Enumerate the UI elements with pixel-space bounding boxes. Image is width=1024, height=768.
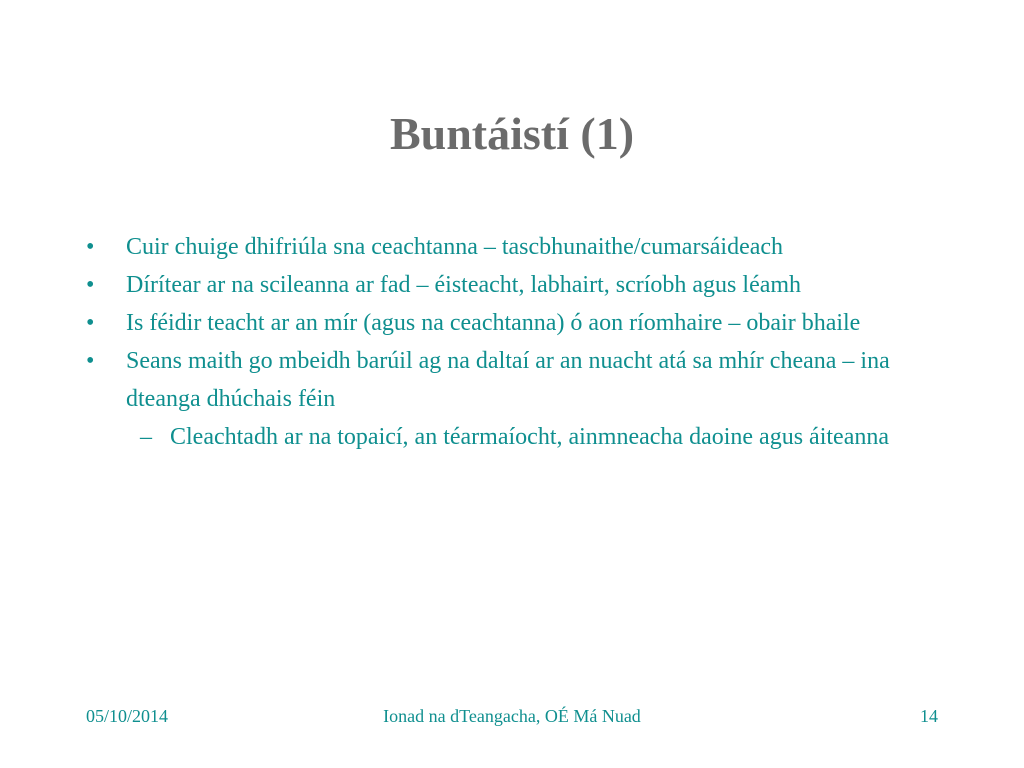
bullet-marker: • xyxy=(86,348,95,374)
bullet-marker: • xyxy=(86,234,95,260)
bullet-text: Is féidir teacht ar an mír (agus na ceachtanna) ó aon ríomhaire – obair bhaile xyxy=(126,310,861,336)
bullet-item xyxy=(86,304,946,342)
bullet-item xyxy=(86,266,946,304)
footer-institution: Ionad na dTeangacha, OÉ Má Nuad xyxy=(383,706,641,726)
bullet-list xyxy=(86,228,946,456)
sub-bullet-list xyxy=(126,418,946,456)
bullet-item xyxy=(86,342,946,456)
bullet-marker: • xyxy=(86,310,95,336)
footer-date: 05/10/2014 xyxy=(86,706,169,726)
bullet-item xyxy=(86,228,946,266)
sub-bullet-item xyxy=(126,418,946,456)
bullet-text: Seans maith go mbeidh barúil ag na daltaí ar an nuacht atá sa mhír cheana – ina dteanga dhúchais féin xyxy=(126,348,890,412)
sub-bullet-marker: – xyxy=(140,424,152,450)
bullet-marker: • xyxy=(86,272,95,298)
sub-bullet-text: Cleachtadh ar na topaicí, an téarmaíocht, ainmneacha daoine agus áiteanna xyxy=(170,424,889,450)
footer-page-number: 14 xyxy=(920,706,938,726)
bullet-text: Cuir chuige dhifriúla sna ceachtanna – tascbhunaithe/cumarsáideach xyxy=(126,234,784,260)
slide-footer xyxy=(0,706,1024,730)
bullet-text: Dírítear ar na scileanna ar fad – éisteacht, labhairt, scríobh agus léamh xyxy=(126,272,802,298)
slide-title: Buntáistí (1) xyxy=(389,108,635,159)
